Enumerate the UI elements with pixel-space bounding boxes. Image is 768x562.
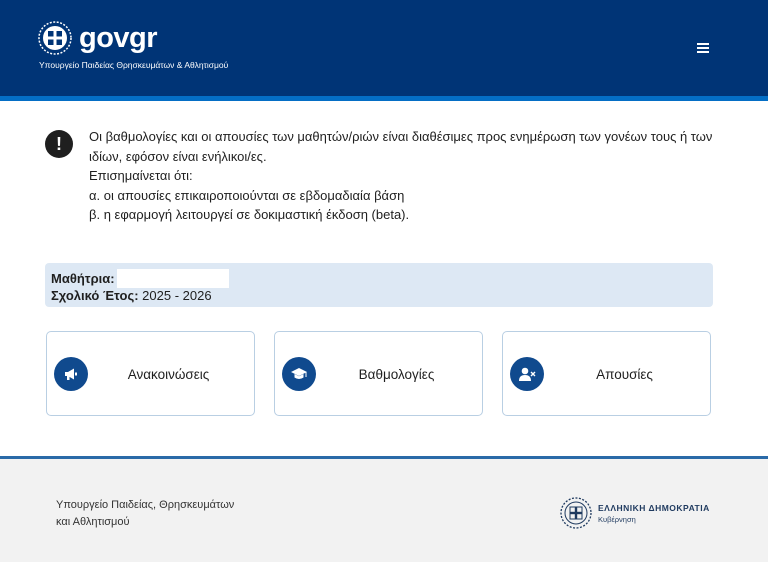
govgr-logo[interactable] (38, 21, 157, 55)
notice-line: Επισημαίνεται ότι: (89, 168, 193, 183)
hellenic-republic-logo[interactable] (560, 497, 710, 529)
notice-text (89, 127, 725, 225)
notice-line: β. η εφαρμογή λειτουργεί σε δοκιμαστική έκδοση (beta). (89, 207, 410, 222)
card-label: Απουσίες (596, 367, 653, 382)
header-accent-stripe (0, 96, 768, 101)
announcements-card[interactable] (46, 331, 255, 416)
student-label: Μαθήτρια: (51, 271, 115, 286)
school-year-row (51, 288, 212, 303)
brand-name: govgr (79, 22, 158, 54)
card-label: Ανακοινώσεις (127, 367, 210, 382)
school-year-value: 2025 - 2026 (142, 288, 212, 303)
footer-gov-title: ΕΛΛΗΝΙΚΗ ΔΗΜΟΚΡΑΤΙΑ (598, 502, 710, 513)
student-info-panel (45, 263, 713, 307)
hamburger-menu-icon[interactable] (691, 38, 715, 58)
footer-ministry-line: και Αθλητισμού (56, 516, 130, 528)
card-label: Βαθμολογίες (358, 367, 435, 382)
grades-card[interactable] (274, 331, 483, 416)
school-year-label: Σχολικό Έτος: (51, 288, 139, 303)
footer-ministry (56, 497, 256, 531)
ministry-subtitle: Υπουργείο Παιδείας Θρησκευμάτων & Αθλητισμού (39, 60, 229, 70)
notice-line: α. οι απουσίες επικαιροποιούνται σε εβδομαδιαία βάση (89, 187, 405, 203)
site-header (0, 0, 768, 96)
absences-card[interactable] (502, 331, 711, 416)
notice-line: Οι βαθμολογίες και οι απουσίες των μαθητών/ριών είναι διαθέσιμες προς ενημέρωση των γονέων τους ή των ιδίων, εφόσον είναι ενήλικοι/ες. (89, 129, 713, 164)
site-footer (0, 459, 768, 562)
exclamation-icon: ! (45, 130, 73, 158)
footer-gov-subtitle: Κυβέρνηση (598, 514, 636, 524)
student-name (117, 269, 229, 288)
footer-ministry-line: Υπουργείο Παιδείας, Θρησκευμάτων (56, 499, 235, 511)
greek-emblem-icon (560, 497, 592, 529)
student-row (51, 269, 229, 288)
greek-emblem-icon (38, 21, 72, 55)
